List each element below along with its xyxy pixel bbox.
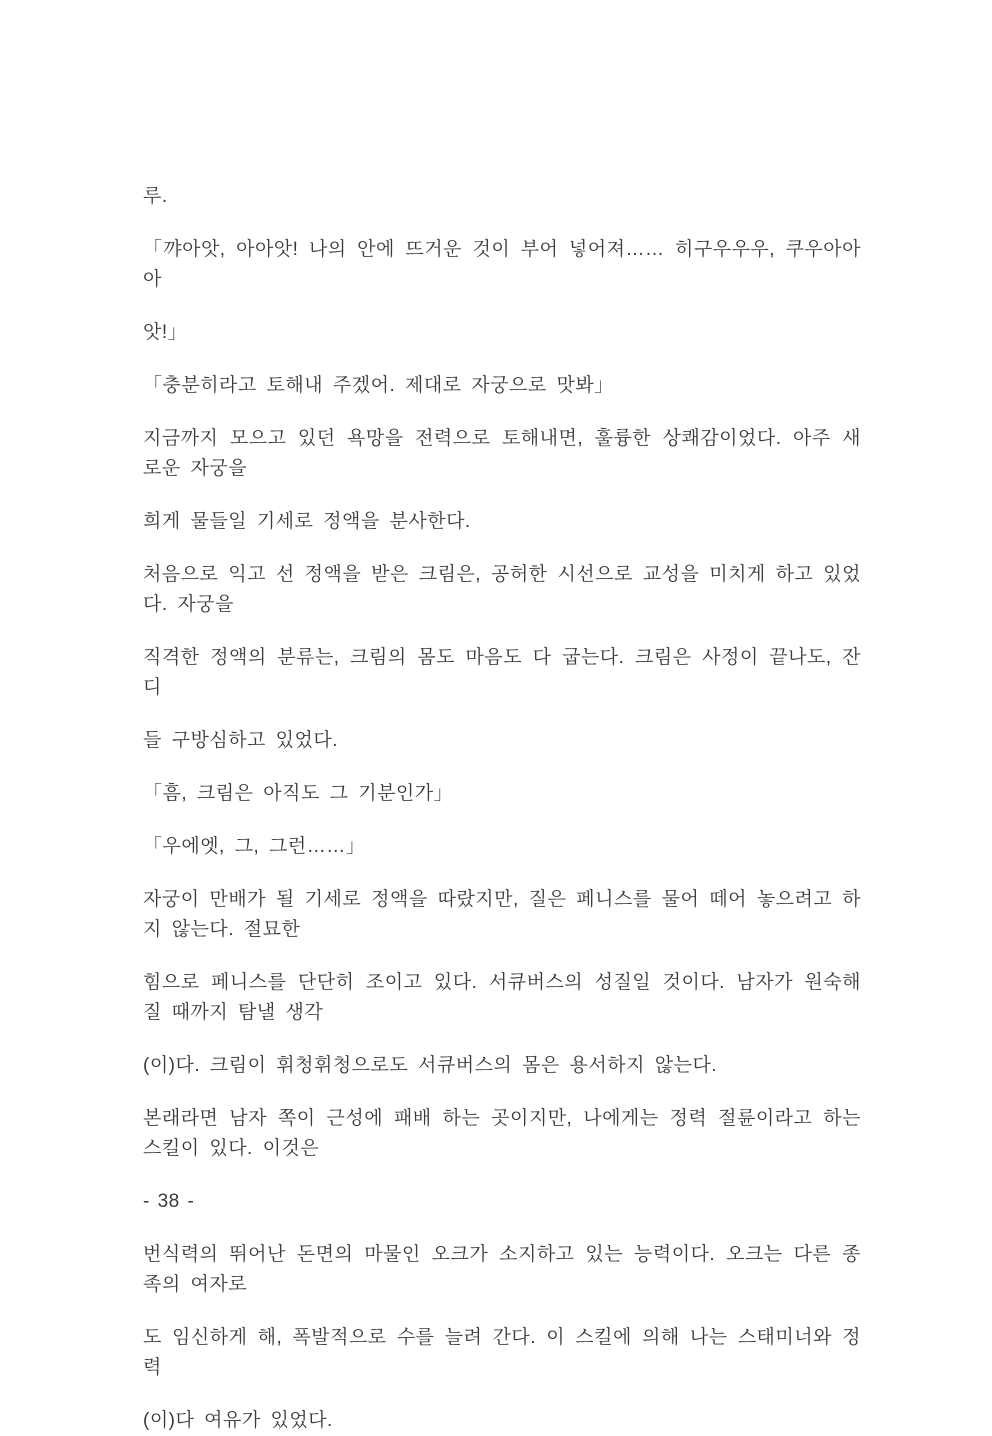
paragraph: 지금까지 모으고 있던 욕망을 전력으로 토해내면, 훌륭한 상쾌감이었다. 아주 새로운 자궁을 (143, 428, 861, 479)
paragraph: 힘으로 페니스를 단단히 조이고 있다. 서큐버스의 성질일 것이다. 남자가 원숙해질 때까지 탐낼 생각 (143, 972, 861, 1023)
paragraph: 「충분히라고 토해내 주겠어. 제대로 자궁으로 맛봐」 (143, 375, 614, 396)
paragraph: 번식력의 뛰어난 돈면의 마물인 오크가 소지하고 있는 능력이다. 오크는 다른 종족의 여자로 (143, 1244, 861, 1295)
paragraph: 도 임신하게 해, 폭발적으로 수를 늘려 간다. 이 스킬에 의해 나는 스태미너와 정력 (143, 1327, 861, 1378)
paragraph: 루. (143, 186, 168, 207)
paragraph: 자궁이 만배가 될 기세로 정액을 따랐지만, 질은 페니스를 물어 떼어 놓으려고 하지 않는다. 절묘한 (143, 889, 861, 940)
paragraph: (이)다 여유가 있었다. (143, 1410, 333, 1431)
paragraph: 「우에엣, 그, 그런……」 (143, 836, 366, 857)
paragraph: 들 구방심하고 있었다. (143, 730, 339, 751)
paragraph: 본래라면 남자 쪽이 근성에 패배 하는 곳이지만, 나에게는 정력 절륜이라고 하는 스킬이 있다. 이것은 (143, 1108, 861, 1159)
paragraph: (이)다. 크림이 휘청휘청으로도 서큐버스의 몸은 용서하지 않는다. (143, 1055, 718, 1076)
paragraph: 「흠, 크림은 아직도 그 기분인가」 (143, 783, 454, 804)
page-number: - 38 - (143, 1191, 195, 1212)
paragraph: 「꺄아앗, 아아앗! 나의 안에 뜨거운 것이 부어 넣어져…… 히구우우우, 쿠우아아아 (143, 239, 861, 290)
paragraph: 처음으로 익고 선 정액을 받은 크림은, 공허한 시선으로 교성을 미치게 하고 있었다. 자궁을 (143, 564, 861, 615)
paragraph: 희게 물들일 기세로 정액을 분사한다. (143, 511, 471, 532)
document-body (143, 182, 861, 1436)
paragraph: 앗!」 (143, 322, 188, 343)
paragraph: 직격한 정액의 분류는, 크림의 몸도 마음도 다 굽는다. 크림은 사정이 끝나도, 잔디 (143, 647, 861, 698)
